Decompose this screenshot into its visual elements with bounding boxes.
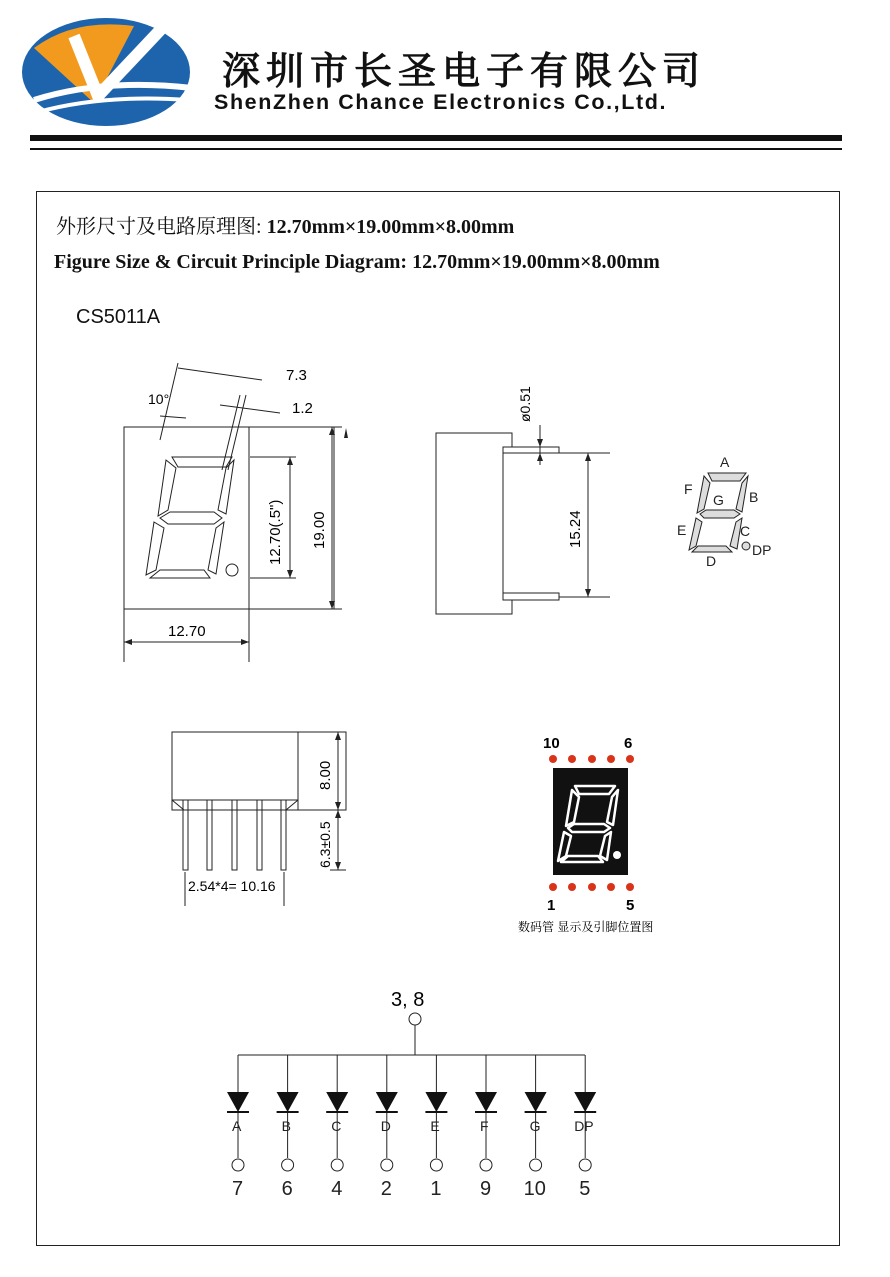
diode-b xyxy=(277,1055,299,1200)
diode-d xyxy=(376,1055,398,1200)
seg-label-d: D xyxy=(706,553,717,569)
pin-number: 9 xyxy=(480,1178,492,1200)
dim-7-3: 7.3 xyxy=(286,367,307,384)
company-name-en: ShenZhen Chance Electronics Co.,Ltd. xyxy=(214,90,668,114)
pin-position-drawing xyxy=(510,730,690,940)
model-number: CS5011A xyxy=(76,306,161,328)
front-view-drawing xyxy=(110,355,370,675)
diode-g xyxy=(524,1055,547,1200)
title-en: Figure Size & Circuit Principle Diagram: 12.70mm×19.00mm×8.00mm xyxy=(54,251,660,273)
pin-number: 4 xyxy=(331,1178,343,1200)
dim-pitch: 2.54*4= 10.16 xyxy=(188,878,276,894)
diode-dp xyxy=(574,1055,596,1200)
seg-label-c: C xyxy=(740,523,751,539)
title-cn-label: 外形尺寸及电路原理图: xyxy=(56,216,262,238)
diode-c xyxy=(326,1055,348,1200)
segment-label: B xyxy=(281,1118,291,1134)
diode-a xyxy=(227,1055,249,1200)
dim-height: 19.00 xyxy=(311,511,328,549)
pin-number: 6 xyxy=(281,1178,293,1200)
header-rule-thick xyxy=(30,135,842,141)
angle-label: 10° xyxy=(148,391,170,407)
pin-label-1: 1 xyxy=(547,897,556,914)
circuit-diagram xyxy=(200,980,620,1210)
segment-label: F xyxy=(480,1118,489,1134)
diode-e xyxy=(425,1055,447,1200)
dim-digit-height: 12.70(.5") xyxy=(267,499,284,565)
dim-pin-span: 15.24 xyxy=(567,510,584,548)
pin-number: 5 xyxy=(579,1178,591,1200)
segment-label: A xyxy=(232,1118,242,1134)
seg-label-e: E xyxy=(677,522,687,538)
pin-label-10: 10 xyxy=(543,735,560,752)
seg-label-a: A xyxy=(720,454,730,470)
dim-1-2: 1.2 xyxy=(292,400,313,417)
segment-label: E xyxy=(430,1118,440,1134)
dim-width: 12.70 xyxy=(168,623,206,640)
bottom-view-drawing xyxy=(165,725,355,915)
side-view-drawing xyxy=(425,370,625,620)
pin-label-6: 6 xyxy=(624,735,633,752)
company-name-cn: 深圳市长圣电子有限公司 xyxy=(222,49,707,93)
pin-number: 10 xyxy=(523,1178,546,1200)
pin-number: 2 xyxy=(380,1178,392,1200)
seg-label-f: F xyxy=(684,481,693,497)
dim-pin-diameter: ø0.51 xyxy=(517,386,533,422)
dim-pin-length: 6.3±0.5 xyxy=(317,821,333,868)
segment-label: G xyxy=(529,1118,541,1134)
diode-f xyxy=(475,1055,497,1200)
pin-label-5: 5 xyxy=(626,897,635,914)
segment-label: D xyxy=(380,1118,391,1134)
company-logo xyxy=(14,8,200,132)
segment-label: DP xyxy=(574,1118,594,1134)
segment-label: C xyxy=(331,1118,342,1134)
segment-map-drawing xyxy=(670,448,790,572)
title-cn-dims: 12.70mm×19.00mm×8.00mm xyxy=(266,216,515,238)
seg-label-dp: DP xyxy=(752,542,772,558)
common-pins-label: 3, 8 xyxy=(391,989,425,1011)
common-terminal xyxy=(409,1013,421,1025)
pin-position-caption: 数码管 显示及引脚位置图 xyxy=(518,920,654,934)
title-cn xyxy=(56,210,514,239)
header-rule-thin xyxy=(30,148,842,150)
seg-label-g: G xyxy=(713,492,724,508)
pin-number: 7 xyxy=(232,1178,244,1200)
pin-number: 1 xyxy=(430,1178,442,1200)
dim-body-height: 8.00 xyxy=(317,760,334,790)
seg-label-b: B xyxy=(749,489,759,505)
